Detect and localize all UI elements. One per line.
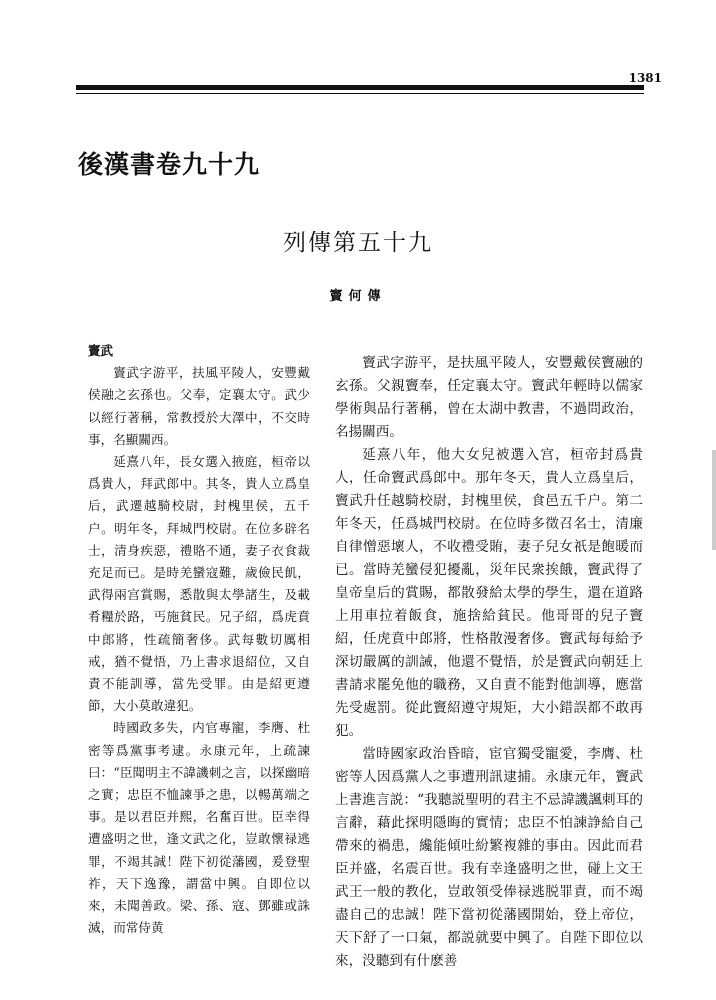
classical-paragraph: 延熹八年，長女選入掖庭，桓帝以爲貴人，拜武郎中。其冬，貴人立爲皇后，武遷越騎校尉，封槐里侯，五千户。明年冬，拜城門校尉。在位多辟名士，清身疾惡，禮賂不通，妻子衣食裁充足而已。是時羌蠻寇難，歲儉民飢，武得兩宫賞賜，悉散與太學諸生，及載肴糧於路，丐施貧民。兄子紹，爲虎賁中郎將，性疏簡奢侈。武每數切厲相戒，猶不覺悟，乃上書求退紹位，又自責不能訓導，當先受罪。由是紹更遵節，大小莫敢違犯。 [88, 454, 310, 714]
translation-paragraph: 當時國家政治昏暗，宦官獨受寵愛，李膺、杜密等人因爲黨人之事遭刑訊逮捕。永康元年，竇武上書進言説：“我聽説聖明的君主不忌諱譏諷刺耳的言辭，藉此探明隱晦的實情；忠臣不怕諫諍給自己帶來的禍患，纔能傾吐紛繁複雜的事由。因此而君臣并盛，名震百世。我有幸逢盛明之世，碰上文王武王一般的教化，豈敢領受俸禄逃脱罪責，而不竭盡自己的忠誠！陛下當初從藩國開始，登上帝位，天下舒了一口氣，都説就要中興了。自陛下即位以來，没聽到有什麽善 [335, 746, 643, 969]
biography-title: 竇何傳 [329, 289, 387, 304]
header-rule-thick [76, 85, 644, 90]
chapter-title: 列傳第五十九 [283, 230, 433, 256]
classical-text-column [88, 340, 310, 939]
translation-paragraph: 竇武字游平，是扶風平陵人，安豐戴侯竇融的玄孫。父親竇奉，任定襄太守。竇武年輕時以儒家學術與品行著稱，曾在太湖中教書，不過問政治，名揚關西。 [335, 355, 643, 440]
section-heading: 竇武 [88, 343, 114, 358]
classical-paragraph: 時國政多失，内官專寵，李膺、杜密等爲黨事考逮。永康元年，上疏諫曰：“臣聞明主不諱譏刺之言，以探幽暗之實；忠臣不恤諫爭之患，以暢萬端之事。是以君臣并熙，名奮百世。臣幸得遭盛明之世，逢文武之化，豈敢懷禄逃罪，不竭其誠！陛下初從藩國，爰登聖祚，天下逸豫，謂當中興。自即位以來，未聞善政。梁、孫、寇、鄧雖或誅滅，而常侍黄 [88, 720, 310, 936]
translation-paragraph: 延熹八年，他大女兒被選入宫，桓帝封爲貴人，任命竇武爲郎中。那年冬天，貴人立爲皇后，竇武升任越騎校尉，封槐里侯，食邑五千户。第二年冬天，任爲城門校尉。在位時多徵召名士，清廉自律憎惡壞人，不收禮受賄，妻子兒女祇是飽暖而已。當時羌蠻侵犯擾亂，災年民衆挨餓，竇武得了皇帝皇后的賞賜，都散發給太學的學生，還在道路上用車拉着飯食，施捨給貧民。他哥哥的兒子竇紹，任虎賁中郎將，性格散漫奢侈。竇武每每給予深切嚴厲的訓誡，他還不覺悟，於是竇武向朝廷上書請求罷免他的職務，又自責不能對他訓導，應當先受處罰。從此竇紹遵守規矩，大小錯誤都不敢再犯。 [335, 447, 643, 739]
classical-paragraph: 竇武字游平，扶風平陵人，安豐戴侯融之玄孫也。父奉，定襄太守。武少以經行著稱，常教授於大澤中，不交時事，名顯關西。 [88, 365, 310, 447]
header-rule-thin [76, 93, 644, 94]
page-edge-shadow [712, 450, 716, 550]
page-number: 1381 [628, 71, 662, 85]
translation-text-column [335, 352, 643, 973]
book-title: 後漢書卷九十九 [78, 150, 261, 179]
